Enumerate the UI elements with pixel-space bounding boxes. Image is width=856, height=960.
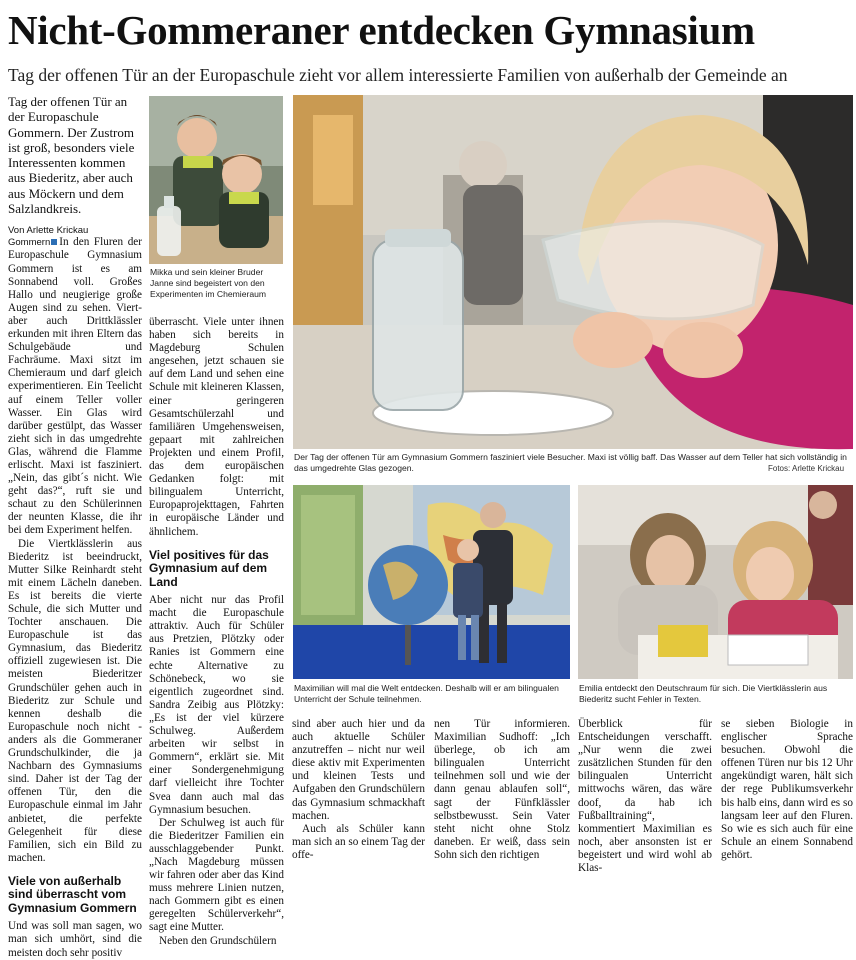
article-paragraph: Auch als Schüler kann man sich an so einem Tag der offe- [292, 822, 425, 861]
author-byline: Von Arlette Krickau [8, 225, 89, 237]
section-subheading: Viel positives für das Gymnasium auf dem Land [149, 547, 269, 589]
article-column-2 [149, 316, 284, 948]
article-paragraph: sind aber auch hier und da auch aktuelle Schüler anzutreffen – nicht nur weil diese aktiv mit Experimenten und kleinen Tests und Aufgaben den Grundschülern das Gymnasium schmackhaft machen. [292, 718, 425, 822]
caption-globe: Maximilian will mal die Welt entdecken. Deshalb will er am bilingualen Unterricht der Schule teilnehmen. [294, 683, 559, 704]
section-subheading: Viele von außerhalb sind überrascht vom Gymnasium Gommern [8, 873, 137, 915]
caption-boys: Mikka und sein kleiner Bruder Janne sind begeistert von den Experimenten im Chemieraum [150, 267, 267, 299]
article-column-6 [721, 718, 853, 862]
caption-girls: Emilia entdeckt den Deutschraum für sich. Die Viertklässlerin aus Biederitz sucht Fehler in Texten. [579, 683, 828, 704]
article-paragraph: Überblick für Entscheidungen verschafft. „Nur wenn die zwei zusätzlichen Stunden für den bilingualen Unterricht mittwochs wären, das wäre doof, da hab ich Fußballtraining“, kommentiert Maximilian es noch, aber ansonsten ist er begeistert und wird wohl ab Klas- [578, 718, 712, 875]
dateline-marker-icon [51, 239, 57, 245]
photo-globe [293, 485, 570, 679]
subheadline: Tag der offenen Tür an der Europaschule zieht vor allem interessierte Familien von außerhalb der Gemeinde an [8, 65, 788, 85]
article-paragraph: Aber nicht nur das Profil macht die Europaschule attraktiv. Auch für Schüler aus Pretzien, Plötzky oder Ranies ist Gommern eine echte Alternative zu Schönebeck, wo sie eigentlich zugeordnet sind. Sandra Zeibig aus Plötzky: „Es ist der viel kürzere Schulweg. Außerdem arbeiten wir selbst in Gommern“, erklärt sie. Mit einer Sondergenehmigung darf vielleicht ihre Tochter Svea dann auch mal das Gymnasium besuchen. [149, 594, 284, 816]
article-paragraph: se sieben Biologie in englischer Sprache besuchen. Obwohl die offenen Türen nur bis 12 Uhr angekündigt waren, hält sich der rege Publikumsverkehr bis halb eins, dann wird es so langsam leer auf den Fluren. So wie es sich auch für eine Schule an einem Sonnabend gehört. [721, 718, 853, 861]
photo-girl-experiment [293, 95, 853, 449]
article-paragraph: Neben den Grundschülern [159, 934, 277, 947]
article-column-3 [292, 718, 425, 862]
photo-girls-writing [578, 485, 853, 679]
dateline: Gommern [8, 237, 51, 249]
photo-credit: Fotos: Arlette Krickau [768, 464, 845, 473]
photo-boys-chemistry [149, 96, 283, 264]
article-column-4 [434, 718, 570, 862]
article-paragraph: Der Schulweg ist auch für die Biederitzer Familien ein ausschlaggebender Punkt. „Nach Magdeburg müssen wir fahren oder aber das Kind muss mehrere Linien nutzen, nach Gommern gibt es einen geregelten Schülerverkehr“, sagt eine Mutter. [149, 816, 284, 934]
article-column-5 [578, 718, 712, 875]
caption-main-photo: Der Tag der offenen Tür am Gymnasium Gommern fasziniert viele Besucher. Maxi ist völlig baff. Das Wasser auf dem Teller hat sich vollständig in das umgedrehte Glas gezogen. [294, 452, 847, 473]
headline: Nicht-Gommeraner entdecken Gymnasium [8, 7, 755, 53]
article-paragraph: nen Tür informieren. Maximilian Sudhoff: „Ich überlege, ob ich am bilingualen Unterricht teilnehmen soll und wie der dann genau ablaufen soll“, sagt der Fünfklässler selbstbewusst. Sein Vater steht nicht ohne Stolz daneben. Er weiß, dass sein Sohn sich den richtigen [434, 718, 570, 861]
article-paragraph: Gommern In den Fluren der Europaschule Gymnasium Gommern ist es am Sonnabend voll. Großes Hallo und neugierige große Augen sind zu sehen. Viert- aber auch Drittklässler erkunden mit ihren Eltern das Schulgebäude und Fachräume. Maxi sitzt im Chemieraum und darf gleich experimentieren. Ein Teelicht auf einem Teller voller Wasser. Ein Glas wird darüber gestülpt, das Wasser zieht sich in das umgedrehte Glas, während die Flamme erlischt. Maxi ist fasziniert. „Nein, das gibt´s nicht. Wie geht das?“, ruft sie und schaut zu den Schülerinnen der neunten Klasse, die ihr bei dem Experiment helfen. [8, 236, 142, 537]
article-lead: Tag der offenen Tür an der Europaschule Gommern. Der Zustrom ist groß, besonders viele Interessenten kommen aus Biederitz, aber auch aus Möckern und dem Salzlandkreis. [8, 94, 135, 217]
article-column-1 [8, 94, 142, 960]
article-paragraph: überrascht. Viele unter ihnen haben sich bereits in Magdeburg Schulen angesehen, jetzt schauen sie auf dem Land und sehen eine Schule mit kleineren Klassen, einer geringeren Gesamtschülerzahl und familiären Umgehensweisen, gepaart mit zahlreichen Projekten und einem Profil, das dem europäischen Gedanken folgt: mit bilingualem Unterricht, Europaprojekttagen, Fahrten in europäische Länder und ähnlichem. [149, 316, 284, 538]
article-paragraph: Die Viertklässlerin aus Biederitz ist beeindruckt, Mutter Silke Reinhardt steht mit einem Lächeln daneben. Es ist bereits die vierte Schule, die sich Mutter und Tochter anschauen. Die Europaschule ist das Gymnasium, das Biederitz offiziell zugewiesen ist. Die meisten Biederitzer Grundschüler gehen auch in Biederitz zur Schule und kennen deshalb die Europaschule noch nicht - anders als die Gommeraner Grundschulkinder, die ja Nachbarn des Gymnasiums sind. Daher ist der Tag der offenen Tür, den die Europaschule einmal im Jahr anbietet, die perfekte Gelegenheit für diese Familien, sich ein Bild zu machen. [8, 537, 142, 864]
article-paragraph: Und was soll man sagen, wo man sich umhört, sind die meisten doch sehr positiv [8, 920, 142, 959]
